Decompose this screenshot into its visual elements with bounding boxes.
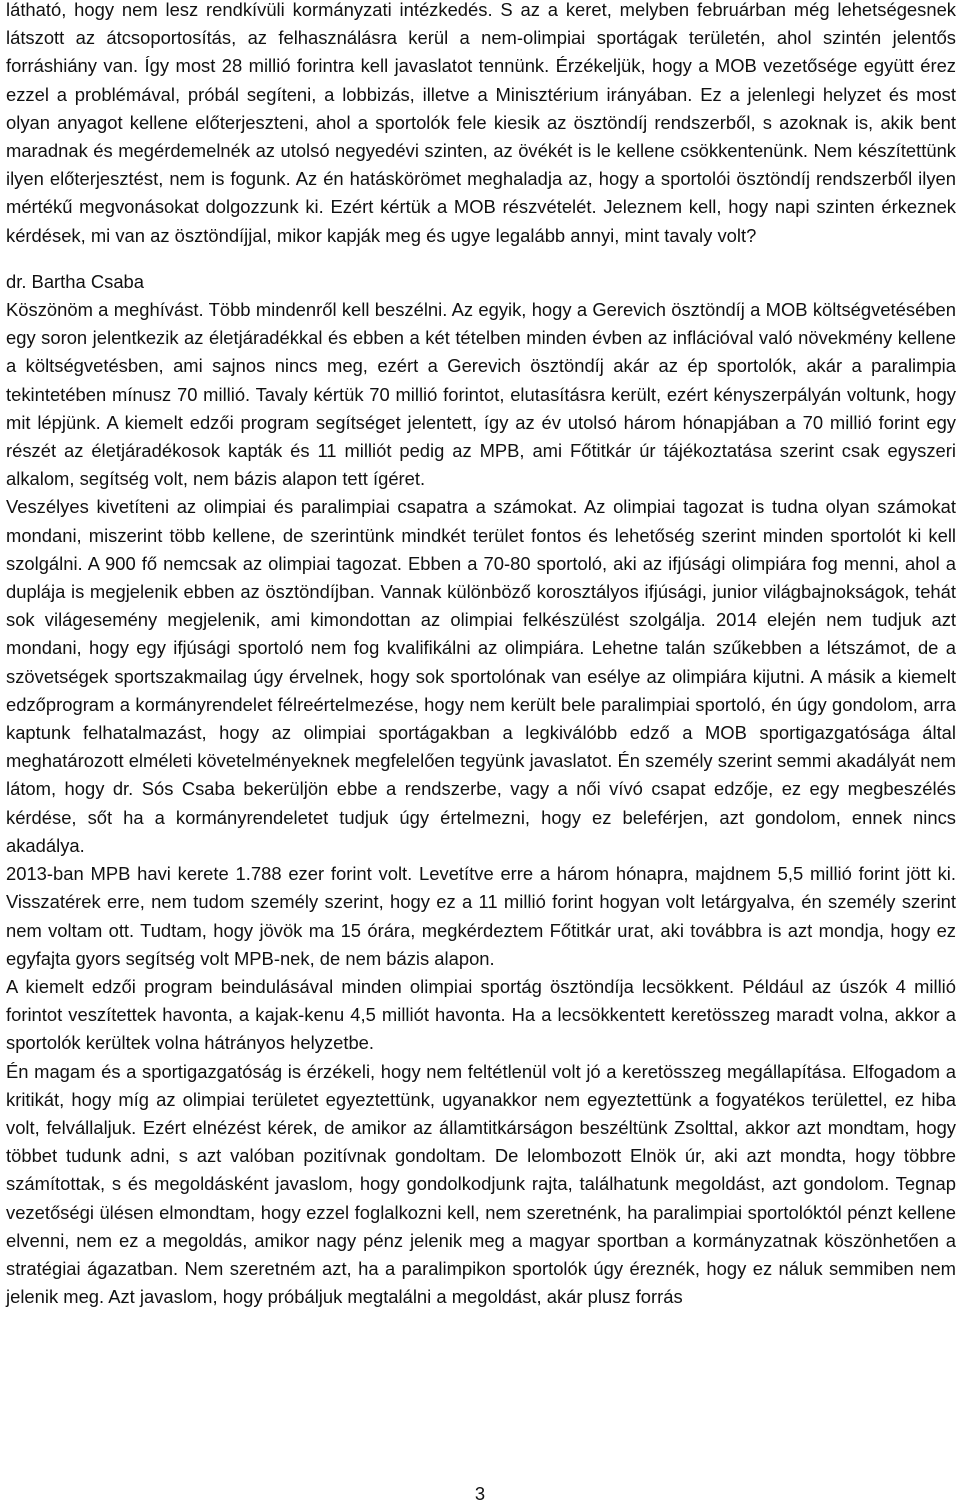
paragraph: 2013-ban MPB havi kerete 1.788 ezer forint volt. Levetítve erre a három hónapra, majdnem 5,5 millió forint jött ki. Visszatérek erre, nem tudom személy szerint, hogy ez a 11 millió forint hogyan volt letárgyalva, én személy szerint nem voltam ott. Tudtam, hogy jövök ma 15 órára, megkérdeztem Főtitkár urat, aki továbbra is azt mondja, hogy ez egyfajta gyors segítség volt MPB-nek, de nem bázis alapon. bbox=[6, 863, 956, 969]
document-page bbox=[6, 0, 956, 1311]
paragraph: Köszönöm a meghívást. Több mindenről kell beszélni. Az egyik, hogy a Gerevich ösztöndíj a MOB költségvetésében egy soron jelentkezik az életjáradékkal és ebben a két tételben minden évben az inflációval való növekmény kellene a költségvetésben, ami sajnos nincs meg, ezért a Gerevich ösztöndíj akár az ép sportolók, akár a paralimpia tekintetében mínusz 70 millió. Tavaly kértük 70 millió forintot, elutasításra került, ezért kényszerpályán voltunk, hogy mit lépjünk. A kiemelt edzői program segítséget jelentett, így az év utolsó három hónapjában a 70 millió forint egy részét az életjáradékosok kapták és 11 milliót pedig az MPB, ami Főtitkár úr tájékoztatása szerint csak egyszeri alkalom, segítség volt, nem bázis alapon tett ígéret. bbox=[6, 299, 956, 490]
paragraph: Veszélyes kivetíteni az olimpiai és paralimpiai csapatra a számokat. Az olimpiai tagozat is tudna olyan számokat mondani, miszerint több kellene, de szerintünk mindkét terület fontos és lehetőség szerint minden sportolót ki kell szolgálni. A 900 fő nemcsak az olimpiai tagozat. Ebben a 70-80 sportoló, aki az ifjúsági olimpiára fog menni, ahol a duplája is megjelenik ebben az ösztöndíjban. Vannak különböző korosztályos ifjúsági, junior világbajnokságok, tehát sok világesemény megjelenik, ami kimondottan az olimpiai felkészülést szolgálja. 2014 elején nem tudjuk azt mondani, hogy egy ifjúsági sportoló nem fog kvalifikálni az olimpiára. Lehetne talán szűkebben a létszámot, de a szövetségek sportszakmailag úgy érvelnek, hogy sok sportolónak van esélye az olimpiára kijutni. A másik a kiemelt edzőprogram a kormányrendelet félreértelmezése, hogy nem került bele paralimpiai sportoló, én úgy gondolom, arra kaptunk felhatalmazást, hogy az olimpiai sportágakban a legkiválóbb edző a MOB sportigazgatósága által meghatározott elméleti követelményeknek megfelelően tegyünk javaslatot. Én személy szerint semmi akadályát nem látom, hogy dr. Sós Csaba bekerüljön ebbe a rendszerbe, vagy a női vívó csapat edzője, ez egy megbeszélés kérdése, sőt ha a kormányrendeletet tudjuk úgy értelmezni, hogy ez beleférjen, azt gondolom, ennek nincs akadálya. bbox=[6, 496, 956, 856]
speaker-name: dr. Bartha Csaba bbox=[6, 270, 145, 292]
paragraph: látható, hogy nem lesz rendkívüli kormányzati intézkedés. S az a keret, melyben februárban még lehetségesnek látszott az átcsoportosítás, az felhasználásra kerül a nem-olimpiai sportágak területén, ahol szintén jelentős forráshiány van. Így most 28 millió forintra kell javaslatot tennünk. Érzékeljük, hogy a MOB vezetősége együtt érez ezzel a problémával, próbál segíteni, a lobbizás, illetve a Minisztérium irányában. Ez a jelenlegi helyzet és most olyan anyagot kellene előterjeszteni, ahol a sportolók fele kiesik az ösztöndíj rendszerből, s azoknak is, akik bent maradnak és megérdemelnék az utolsó negyedévi szinten, az övékét is le kellene csökkentenünk. Nem készítettünk ilyen előterjesztést, nem is fogunk. Az én hatáskörömet meghaladja az, hogy a sportolói ösztöndíj rendszerből ilyen mértékű megvonásokat dolgozzunk ki. Ezért kértük a MOB részvételét. Jeleznem kell, hogy napi szinten érkeznek kérdések, mi van az ösztöndíjjal, mikor kapják meg és ugye legalább annyi, mint tavaly volt? bbox=[6, 0, 956, 246]
page-number: 3 bbox=[474, 1483, 486, 1504]
paragraph: A kiemelt edzői program beindulásával minden olimpiai sportág ösztöndíja lecsökkent. Például az úszók 4 millió forintot veszítettek havonta, a kajak-kenu 4,5 milliót havonta. Ha a lecsökkentett keretösszeg maradt volna, akkor a sportolók kerültek volna hátrányos helyzetbe. bbox=[6, 975, 956, 1054]
paragraph: Én magam és a sportigazgatóság is érzékeli, hogy nem feltétlenül volt jó a keretösszeg megállapítása. Elfogadom a kritikát, hogy míg az olimpiai területet egyeztettünk, ugyanakkor nem egyeztettünk a fogyatékos területtel, ez hiba volt, felvállaljuk. Ezért elnézést kérek, de amikor az államtitkárságon beszéltünk Zsolttal, akkor azt mondtam, hogy többet tudunk adni, s azt valóban pozitívnak gondoltam. De lelombozott Elnök úr, aki azt mondta, hogy többre számítottak, s és megoldásként javaslom, hogy gondolkodjunk rajta, találhatunk megoldást, azt gondolom. Tegnap vezetőségi ülésen elmondtam, hogy ezzel foglalkozni kell, nem szeretnénk, ha paralimpiai sportolóktól pénzt kellene elvenni, nem ez a megoldás, amikor nagy pénz jelenik meg a magyar sportban a kormányzatnak köszönhetően a stratégiai ágazatban. Nem szeretném azt, ha a paralimpikon sportolók úgy éreznék, hogy ez náluk semmiben nem jelenik meg. Azt javaslom, hogy próbáljuk megtalálni a megoldást, akár plusz forrás bbox=[6, 1060, 956, 1308]
